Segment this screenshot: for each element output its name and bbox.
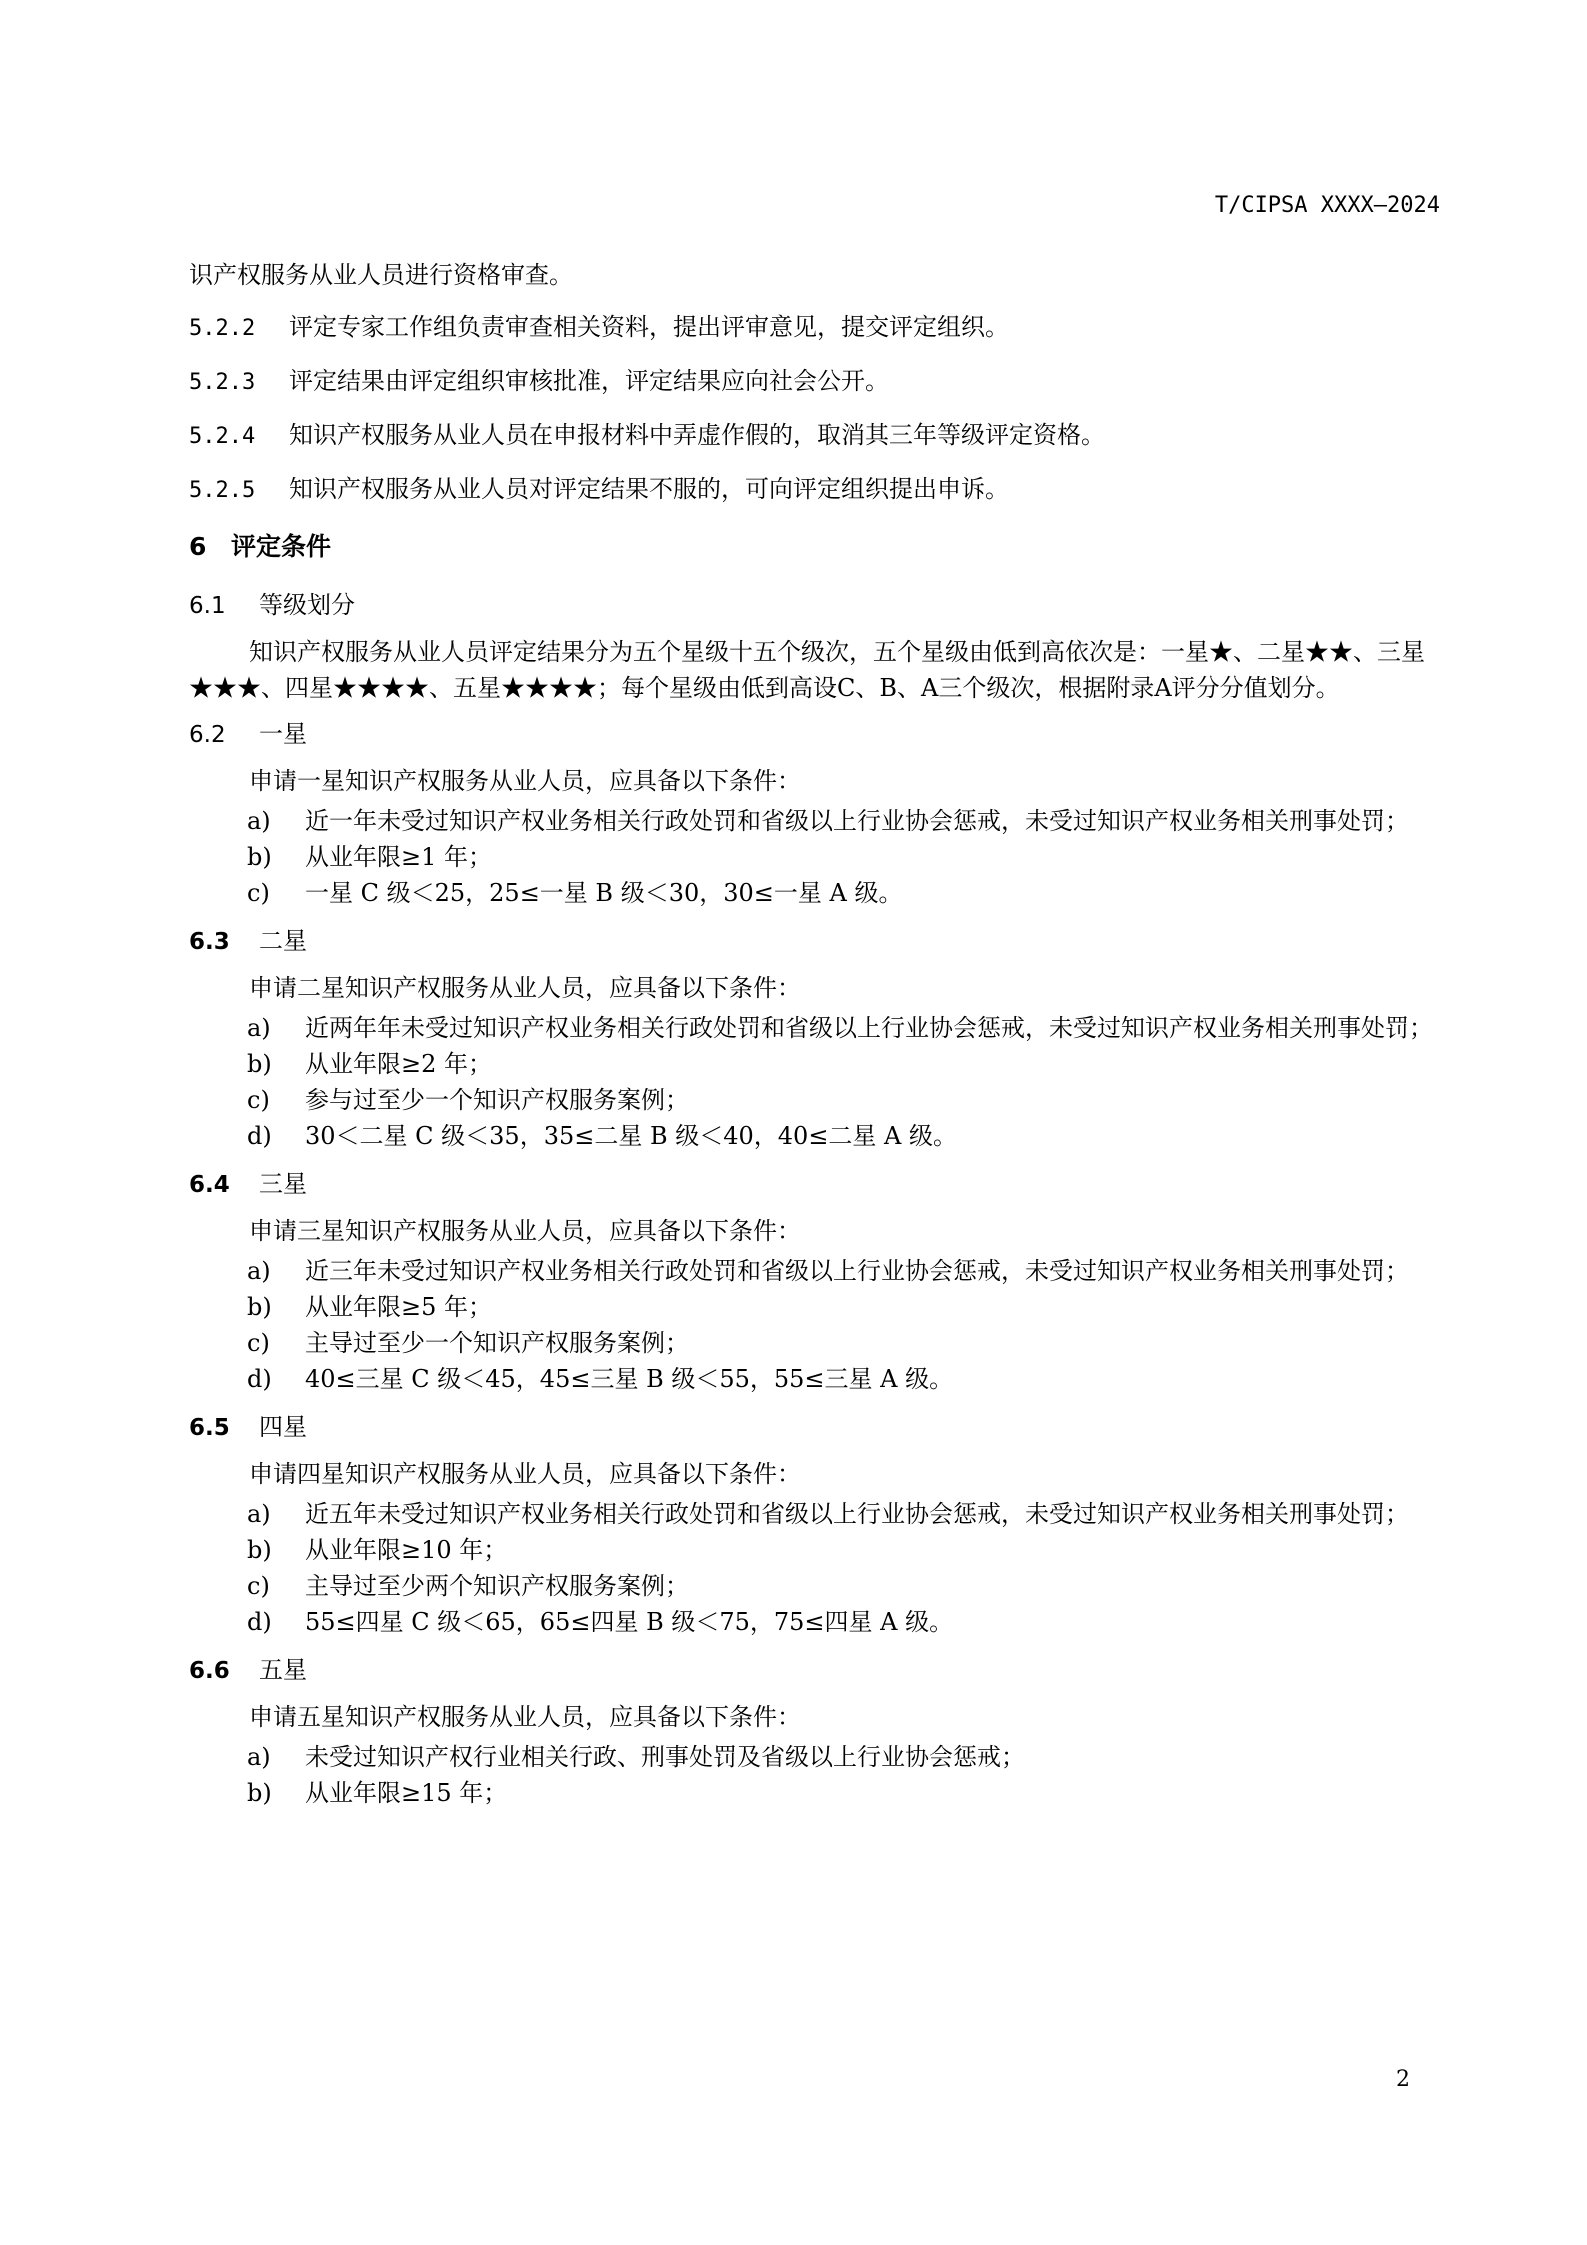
list-item <box>189 1046 1441 1082</box>
item-text: 主导过至少两个知识产权服务案例； <box>305 1572 689 1600</box>
subsection-6-3-intro: 申请二星知识产权服务从业人员，应具备以下条件： <box>249 974 801 1002</box>
subsection-6-3-list <box>189 1010 1441 1154</box>
item-text: 未受过知识产权行业相关行政、刑事处罚及省级以上行业协会惩戒； <box>305 1743 1025 1771</box>
subsection-6-2-list <box>189 803 1441 911</box>
clause-number: 5.2.2 <box>189 316 256 341</box>
item-text: 40≤三星 C 级＜45，45≤三星 B 级＜55，55≤三星 A 级。 <box>305 1365 954 1393</box>
subsection-number: 6.2 <box>189 722 226 748</box>
section-6-heading <box>189 529 1441 565</box>
list-item <box>189 1775 1441 1811</box>
item-text: 主导过至少一个知识产权服务案例； <box>305 1329 689 1357</box>
subsection-6-5-list <box>189 1496 1441 1640</box>
clause-number: 5.2.4 <box>189 424 256 449</box>
item-text: 近五年未受过知识产权业务相关行政处罚和省级以上行业协会惩戒，未受过知识产权业务相关刑事处罚； <box>305 1500 1409 1528</box>
list-item <box>189 1532 1441 1568</box>
subsection-title: 三星 <box>259 1170 307 1198</box>
item-label: b) <box>247 1050 272 1078</box>
subsection-title: 五星 <box>259 1656 307 1684</box>
item-label: a) <box>247 1257 271 1285</box>
subsection-number: 6.5 <box>189 1415 230 1441</box>
list-item <box>189 1361 1441 1397</box>
item-label: a) <box>247 1014 271 1042</box>
clause-5-2-2 <box>189 309 1441 347</box>
item-label: c) <box>247 1329 270 1357</box>
clause-text: 评定结果由评定组织审核批准，评定结果应向社会公开。 <box>289 367 889 395</box>
item-label: b) <box>247 843 272 871</box>
item-label: a) <box>247 1500 271 1528</box>
subsection-number: 6.1 <box>189 593 226 619</box>
clause-number: 5.2.5 <box>189 478 256 503</box>
item-text: 近一年未受过知识产权业务相关行政处罚和省级以上行业协会惩戒，未受过知识产权业务相关刑事处罚； <box>305 807 1409 835</box>
subsection-6-6-heading <box>189 1652 1441 1689</box>
item-text: 从业年限≥15 年； <box>305 1779 508 1807</box>
subsection-6-3-heading <box>189 923 1441 960</box>
subsection-number: 6.6 <box>189 1658 230 1684</box>
clause-text: 评定专家工作组负责审查相关资料，提出评审意见，提交评定组织。 <box>289 313 1009 341</box>
list-item <box>189 1604 1441 1640</box>
list-item <box>189 1289 1441 1325</box>
subsection-6-1-body: 知识产权服务从业人员评定结果分为五个星级十五个级次，五个星级由低到高依次是：一星★、二星★★、三星★★★、四星★★★★、五星★★★★；每个星级由低到高设C、B、A三个级次，根据附录A评分分值划分。 <box>189 638 1425 702</box>
item-label: b) <box>247 1536 272 1564</box>
item-label: d) <box>247 1122 272 1150</box>
subsection-6-6-intro: 申请五星知识产权服务从业人员，应具备以下条件： <box>249 1703 801 1731</box>
clause-text: 知识产权服务从业人员在申报材料中弄虚作假的，取消其三年等级评定资格。 <box>289 421 1105 449</box>
list-item <box>189 1325 1441 1361</box>
list-item <box>189 839 1441 875</box>
list-item <box>189 1496 1441 1532</box>
subsection-6-4-intro: 申请三星知识产权服务从业人员，应具备以下条件： <box>249 1217 801 1245</box>
subsection-6-1-heading <box>189 587 1441 624</box>
list-item <box>189 1082 1441 1118</box>
subsection-number: 6.4 <box>189 1172 230 1198</box>
clause-5-2-4 <box>189 417 1441 455</box>
item-label: d) <box>247 1608 272 1636</box>
section-number: 6 <box>189 532 207 561</box>
item-text: 近三年未受过知识产权业务相关行政处罚和省级以上行业协会惩戒，未受过知识产权业务相关刑事处罚； <box>305 1257 1409 1285</box>
item-label: c) <box>247 879 270 907</box>
subsection-6-6-list <box>189 1739 1441 1811</box>
item-text: 近两年年未受过知识产权业务相关行政处罚和省级以上行业协会惩戒，未受过知识产权业务相关刑事处罚； <box>305 1014 1433 1042</box>
subsection-6-4-list <box>189 1253 1441 1397</box>
item-label: a) <box>247 807 271 835</box>
subsection-6-5-intro: 申请四星知识产权服务从业人员，应具备以下条件： <box>249 1460 801 1488</box>
list-item <box>189 1118 1441 1154</box>
page-number: 2 <box>1396 2067 1410 2092</box>
subsection-6-4-heading <box>189 1166 1441 1203</box>
clause-5-2-3 <box>189 363 1441 401</box>
clause-5-2-5 <box>189 471 1441 509</box>
list-item <box>189 1568 1441 1604</box>
item-label: b) <box>247 1779 272 1807</box>
item-text: 从业年限≥10 年； <box>305 1536 508 1564</box>
subsection-title: 等级划分 <box>259 591 355 619</box>
list-item <box>189 803 1441 839</box>
subsection-6-2-intro: 申请一星知识产权服务从业人员，应具备以下条件： <box>249 767 801 795</box>
subsection-title: 四星 <box>259 1413 307 1441</box>
subsection-6-2-heading <box>189 716 1441 753</box>
document-body <box>189 257 1441 1823</box>
subsection-6-5-heading <box>189 1409 1441 1446</box>
item-text: 55≤四星 C 级＜65，65≤四星 B 级＜75，75≤四星 A 级。 <box>305 1608 954 1636</box>
subsection-number: 6.3 <box>189 929 230 955</box>
item-label: a) <box>247 1743 271 1771</box>
subsection-title: 一星 <box>259 720 307 748</box>
clause-text: 知识产权服务从业人员对评定结果不服的，可向评定组织提出申诉。 <box>289 475 1009 503</box>
document-code-header: T/CIPSA XXXX—2024 <box>1214 193 1440 218</box>
section-title: 评定条件 <box>231 532 332 561</box>
list-item <box>189 1739 1441 1775</box>
continuation-text: 识产权服务从业人员进行资格审查。 <box>189 261 573 289</box>
item-label: c) <box>247 1086 270 1114</box>
item-label: d) <box>247 1365 272 1393</box>
clause-number: 5.2.3 <box>189 370 256 395</box>
item-text: 从业年限≥2 年； <box>305 1050 493 1078</box>
list-item <box>189 1010 1441 1046</box>
list-item <box>189 875 1441 911</box>
list-item <box>189 1253 1441 1289</box>
item-text: 从业年限≥1 年； <box>305 843 493 871</box>
item-text: 参与过至少一个知识产权服务案例； <box>305 1086 689 1114</box>
item-label: b) <box>247 1293 272 1321</box>
subsection-title: 二星 <box>259 927 307 955</box>
item-text: 一星 C 级＜25，25≤一星 B 级＜30，30≤一星 A 级。 <box>305 879 903 907</box>
item-text: 从业年限≥5 年； <box>305 1293 493 1321</box>
item-label: c) <box>247 1572 270 1600</box>
item-text: 30＜二星 C 级＜35，35≤二星 B 级＜40，40≤二星 A 级。 <box>305 1122 958 1150</box>
